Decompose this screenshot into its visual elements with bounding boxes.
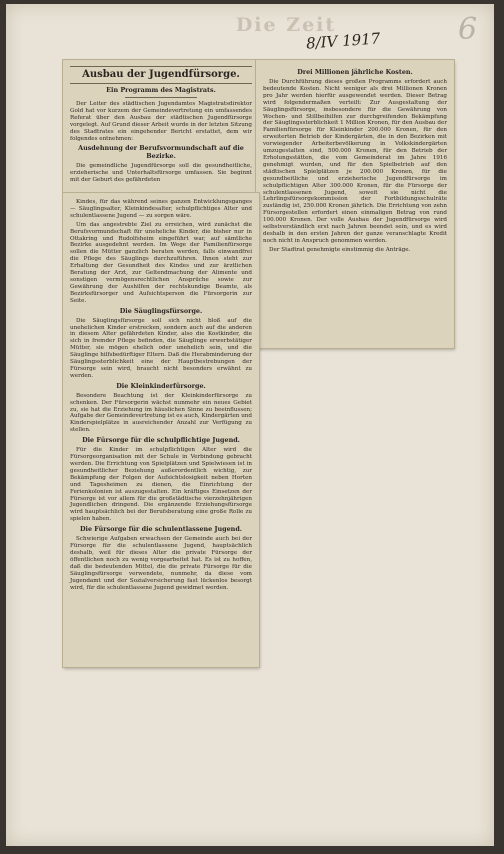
handwritten-date: 8/IV 1917 (305, 29, 381, 53)
section-heading: Die Fürsorge für die schulentlassene Jugend. (79, 525, 243, 534)
article-subheadline: Ein Programm des Magistrats. (106, 86, 216, 94)
section-heading: Die Fürsorge für die schulpflichtige Jugend. (82, 436, 240, 445)
corner-number: 6 (458, 12, 478, 47)
divider (125, 97, 198, 98)
paragraph: Die Durchführung dieses großen Programms erfordert auch bedeutende Kosten. Nicht weniger als drei Millionen Kronen pro Jahr werden hierfür ausgewendet werden. Dieser Betrag wird folgendermaßen verteilt: Zur Ausgestaltung der Säuglingsfürsorge, insbesondere für die Gewährung von Wochen- und Stillbeihilfen zur durchgreifenden Bekämpfung der Säuglingssterblichkeit 1 Million Kronen, für den Ausbau der Familienfürsorge für Kleinkinder 200.000 Kronen, für den erweiterten Betrieb der Kindergärten, die in den Bezirken mit vorwiegender Arbeiterbevölkerung in Volkskindergärten umzugestalten sind, 500.000 Kronen, für den Betrieb der Erholungsstätten, die vom Gemeinderat im Jahre 1916 genehmigt wurden, und für den Spielbetrieb auf den städtischen Spielplätzen je 200.000 Kronen, für die gesundheitliche und erzieherische Jugendfürsorge im schulpflichtigen Alter 300.000 Kronen, für die Fürsorge der schulentlassenen Jugend, soweit sie nicht die Lehrlingsfürsorgekommission der Fortbildungsschulräte zuständig ist, 250.000 Kronen jährlich. Die Errichtung von zehn Fürsorgestellen erfordert einen einmaligen Betrag von rund 100.000 Kronen. Der volle Ausbau der Jugendfürsorge wird selbstverständlich erst nach Jahren beendet sein, und es wird deshalb in den ersten Jahren der ganze veranschlagte Kredit noch nicht in Anspruch genommen werden. (263, 79, 447, 244)
section-heading: Die Säuglingsfürsorge. (119, 306, 203, 315)
clipping-left-bottom (63, 193, 259, 667)
paragraph: Der Stadtrat genehmigte einstimmig die Anträge. (269, 246, 411, 253)
article-headline: Ausbau der Jugendfürsorge. (70, 66, 252, 84)
paragraph: Um das angestrebte Ziel zu erreichen, wird zunächst die Berufsvormundschaft für uneheliche Kinder, die bisher nur in Ottakring und Rudolfsheim eingeführt war, auf sämtliche Bezirke ausgedehnt werden. Im Wege der Familienfürsorge sollen die Mütter ganzlich beraten werden, falls einwandfrei die Pflege des Säuglings durchzuführen. Ihnen steht zur Erhaltung der Gesundheit des Kindes und zur ärztlichen Beratung der Arzt, zur Geltendmachung der Alimente und sonstigen vermögensrechtlichen Ansprüche sowie zur Gewährung der Aushilfen der rechtskundige Beamte, als Bezirksfürsorger und Aufsichtsperson die Fürsorgerin zur Seite. (70, 221, 252, 304)
clipping-right (256, 60, 454, 348)
paragraph: Die gemeindliche Jugendfürsorge soll die gesundheitliche, erzieherische und Unterhaltsfürsorge umfassen. Sie beginnt mit der Geburt des gefährdeten (70, 163, 252, 184)
masthead: Die Zeit (235, 14, 337, 36)
section-heading: Ausdehnung der Berufsvormundschaft auf die Bezirke. (78, 144, 244, 161)
section-heading: Die Kleinkinderfürsorge. (116, 381, 206, 390)
section-heading: Drei Millionen jährliche Kosten. (297, 68, 413, 76)
clipping-left-top (63, 60, 259, 192)
paragraph: Die Säuglingsfürsorge soll sich nicht bloß auf die unehelichen Kinder erstrecken, sondern auch auf die anderen in diesem Alter gefährdeten Kinder, also die Kostkinder, die sich in fremder Pflege befinden, die Säuglinge erwerbstätiger Mütter, sie mögen ehelich oder unehelich sein, und die Säuglinge hilfsbedürftiger Eltern. Daß die Herabminderung der Säuglingssterblichkeit eine der Hauptbestrebungen der Fürsorge sein wird, braucht nicht besonders erwähnt zu werden. (70, 317, 252, 379)
paragraph: Für die Kinder im schulpflichtigen Alter wird die Fürsorgeorganisation mit der Schule in Verbindung gebracht werden. Die Errichtung von Spielplätzen und Spielwiesen ist in gesundheitlicher Beziehung außerordentlich wichtig, zur Bekämpfung der Folgen der Aufsichtslosigkeit neben Horten und Tagesheimen zu dienen, die Einrichtung der Ferienkolonien ist auszugestalten. Ein kräftiges Einsetzen der Fürsorge ist vor allem für die großstädtische vierzehnjährigen Jugendlichen dringend. Die ergänzende Erziehungsfürsorge wird hauptsächlich bei der Berufsberatung eine große Rolle zu spielen haben. (70, 447, 252, 523)
paragraph: Schwierige Aufgaben erwachsen der Gemeinde auch bei der Fürsorge für die schulentlassene Jugend, hauptsächlich deshalb, weil für dieses Alter die private Fürsorge der öffentlichen noch zu wenig vorgearbeitet hat. Es ist zu hoffen, daß die bedeutenden Mittel, die die private Fürsorge für die Säuglingsfürsorge verwendete, nunmehr, da diese vom Jugendamt und der Sozialversicherung fast lückenlos besorgt wird, für die schulentlassene Jugend gewidmet werden. (70, 536, 252, 591)
paragraph: Kindes, für das während seines ganzen Entwicklungsganges — Säuglingsalter, Kleinkindesalter, schulpflichtiges Alter und schulentlassene Jugend — zu sorgen wäre. (70, 199, 252, 219)
archive-sheet (6, 4, 494, 846)
paragraph: Der Leiter des städtischen Jugendamtes Magistratsdirektor Gold hat vor kurzem der Gemeindevertretung ein umfassendes Referat über den Ausbau der städtischen Jugendfürsorge vorgelegt. Auf Grund dieser Arbeit wurde in der letzten Sitzung des Stadtrates ein eingehender Bericht erstattet, dem wir folgendes entnehmen: (70, 101, 252, 142)
paragraph: Besondere Beachtung ist der Kleinkinderfürsorge zu schenken. Der Fürsorgerin wächst nunmehr ein neues Gebiet zu, sie hat die Erziehung im häuslichen Sinne zu beeinflussen; Aufgabe der Gemeindevertretung ist es auch, Kindergärten und Kinderspielplätze in ausreichender Anzahl zur Verfügung zu stellen. (70, 392, 252, 434)
